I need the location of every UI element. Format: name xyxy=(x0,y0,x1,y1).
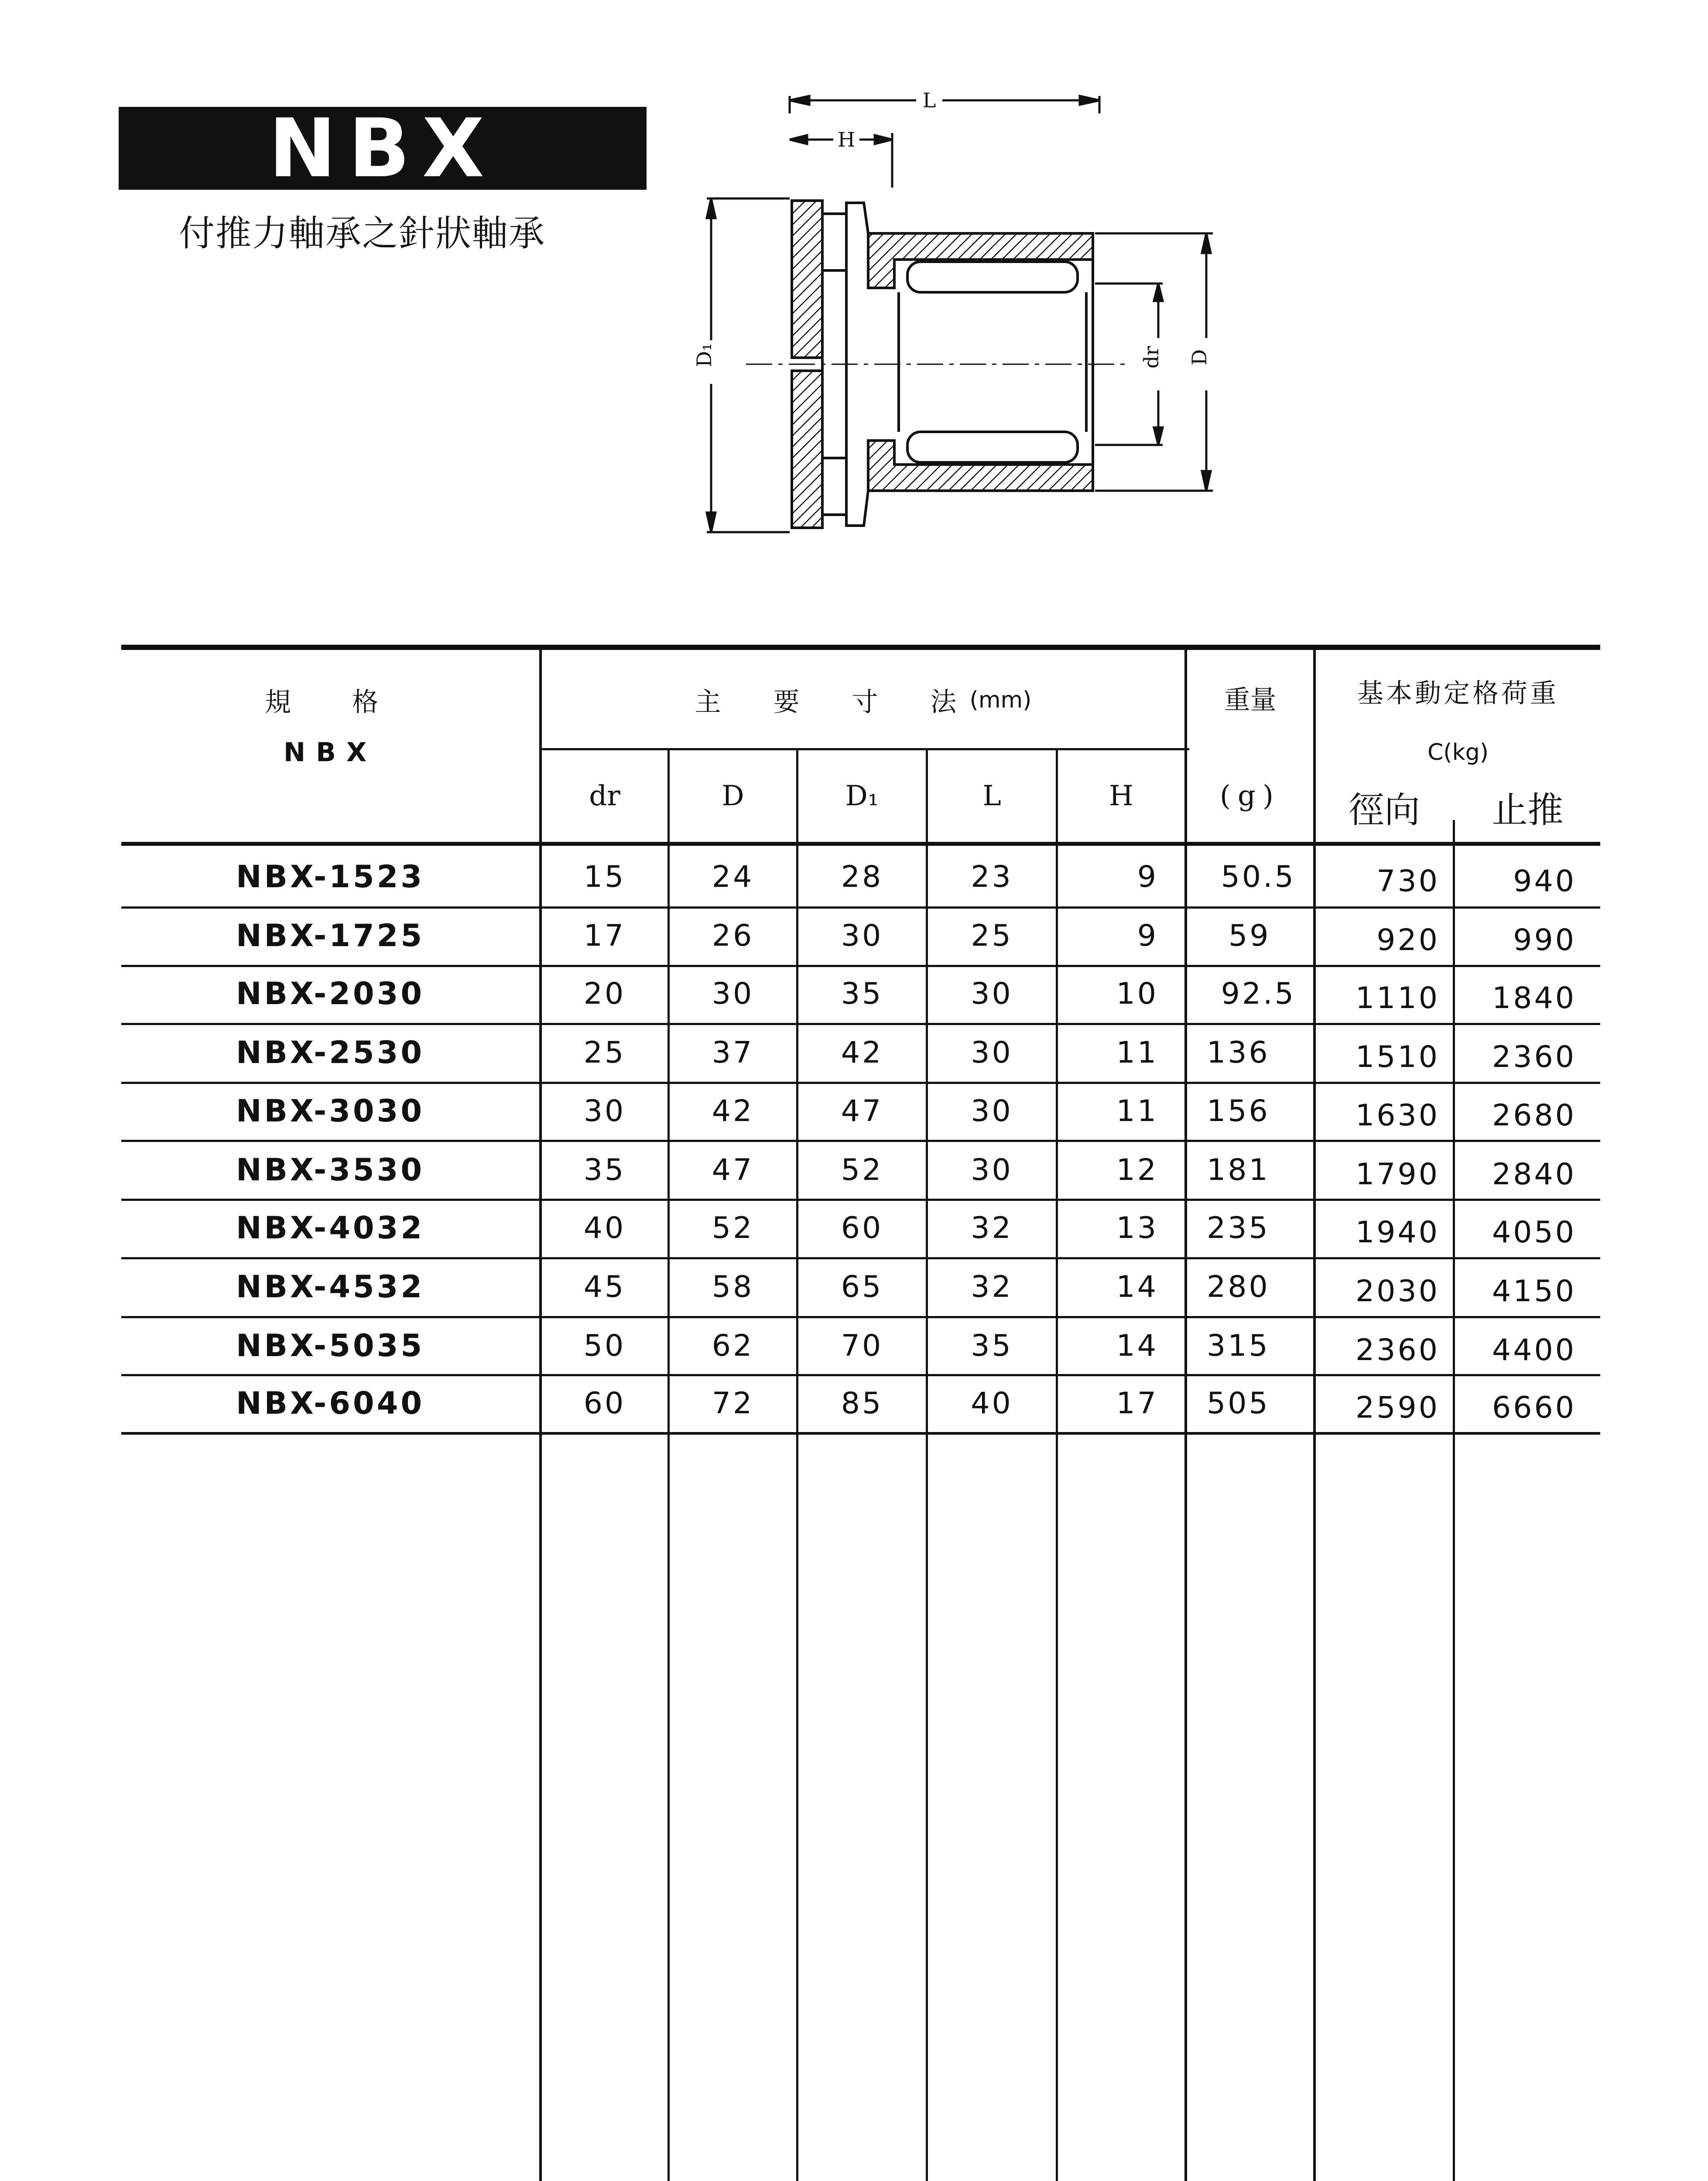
cell-radial: 2590 xyxy=(1355,1390,1440,1425)
cell-weight: 156 xyxy=(1207,1094,1270,1128)
cell-weight: 315 xyxy=(1207,1328,1270,1363)
cell-model: NBX-4532 xyxy=(236,1269,425,1305)
cell-dr: 25 xyxy=(583,1035,626,1070)
cell-model: NBX-2530 xyxy=(236,1035,425,1070)
header-spec: 規 格 xyxy=(265,687,396,718)
header-col-thrust: 止推 xyxy=(1492,789,1564,831)
cell-model: NBX-1523 xyxy=(236,859,425,895)
cell-D1: 42 xyxy=(841,1035,883,1070)
cell-L: 35 xyxy=(971,1328,1013,1363)
cell-thrust: 6660 xyxy=(1492,1390,1576,1425)
cell-model: NBX-5035 xyxy=(236,1328,425,1364)
header-dims-group xyxy=(542,678,1184,722)
cell-thrust: 1840 xyxy=(1492,981,1576,1015)
cell-radial: 1940 xyxy=(1355,1215,1440,1250)
cell-dr: 20 xyxy=(583,976,626,1011)
cell-L: 30 xyxy=(971,976,1013,1011)
page-title: NBX xyxy=(268,101,497,195)
cell-dr: 40 xyxy=(583,1210,626,1245)
cell-model: NBX-4032 xyxy=(236,1210,425,1246)
cell-D1: 47 xyxy=(841,1094,883,1128)
cell-H: 9 xyxy=(1137,918,1158,953)
cell-D1: 85 xyxy=(841,1386,883,1421)
cell-radial: 1510 xyxy=(1355,1039,1440,1074)
header-weight-unit: (g) xyxy=(1220,780,1280,812)
cell-D: 37 xyxy=(712,1035,754,1070)
cell-model: NBX-3030 xyxy=(236,1093,425,1129)
cell-weight: 92.5 xyxy=(1221,976,1296,1011)
cell-L: 23 xyxy=(971,859,1013,894)
cell-H: 9 xyxy=(1137,859,1158,894)
cell-radial: 730 xyxy=(1376,864,1440,899)
cell-L: 32 xyxy=(971,1269,1013,1304)
header-load: 基本動定格荷重 xyxy=(1357,678,1559,709)
bearing-diagram xyxy=(689,83,1230,550)
cell-D1: 52 xyxy=(841,1152,883,1187)
cell-D1: 70 xyxy=(841,1328,883,1363)
cell-weight: 235 xyxy=(1207,1210,1270,1245)
header-col-D1: D₁ xyxy=(845,780,879,812)
cell-thrust: 940 xyxy=(1513,864,1576,899)
header-col-D: D xyxy=(722,780,744,812)
cell-D1: 60 xyxy=(841,1210,883,1245)
cell-D: 24 xyxy=(712,859,754,894)
cell-D: 30 xyxy=(712,976,754,1011)
cell-D: 58 xyxy=(712,1269,754,1304)
header-dims: 主 要 寸 法 xyxy=(695,687,970,718)
header-bottom-rule xyxy=(121,842,1600,846)
cell-thrust: 4400 xyxy=(1492,1333,1576,1367)
cell-L: 25 xyxy=(971,918,1013,953)
cell-radial: 920 xyxy=(1376,923,1440,957)
cell-thrust: 2840 xyxy=(1492,1157,1576,1192)
cell-D1: 65 xyxy=(841,1269,883,1304)
cell-D1: 35 xyxy=(841,976,883,1011)
cell-weight: 59 xyxy=(1229,918,1271,953)
cell-weight: 50.5 xyxy=(1221,859,1296,894)
label-H: H xyxy=(837,128,856,151)
col-divider xyxy=(926,749,928,2181)
cell-H: 13 xyxy=(1116,1210,1158,1245)
cell-radial: 2030 xyxy=(1355,1274,1440,1309)
cell-D1: 30 xyxy=(841,918,883,953)
cell-radial: 1110 xyxy=(1355,981,1440,1015)
col-divider xyxy=(796,749,798,2181)
header-spec-series: NBX xyxy=(283,737,377,768)
cell-thrust: 2360 xyxy=(1492,1039,1576,1074)
cell-L: 30 xyxy=(971,1152,1013,1187)
cell-H: 14 xyxy=(1116,1328,1158,1363)
cell-dr: 17 xyxy=(583,918,626,953)
header-col-L: L xyxy=(982,780,1001,812)
header-weight: 重量 xyxy=(1224,685,1277,715)
cell-radial: 1790 xyxy=(1355,1157,1440,1192)
cell-weight: 136 xyxy=(1207,1035,1270,1070)
cell-model: NBX-6040 xyxy=(236,1385,425,1421)
diagram-labels xyxy=(692,89,1211,369)
header-mid-rule xyxy=(540,748,1189,750)
cell-H: 11 xyxy=(1116,1035,1158,1070)
header-col-radial: 徑向 xyxy=(1348,789,1420,831)
cell-weight: 280 xyxy=(1207,1269,1270,1304)
title-banner xyxy=(119,101,647,195)
cell-dr: 50 xyxy=(583,1328,626,1363)
label-dr: dr xyxy=(1140,346,1163,369)
cell-D: 42 xyxy=(712,1094,754,1128)
cell-H: 10 xyxy=(1116,976,1158,1011)
cell-H: 14 xyxy=(1116,1269,1158,1304)
page-subtitle: 付推力軸承之針狀軸承 xyxy=(179,213,546,254)
cell-D: 26 xyxy=(712,918,754,953)
cell-L: 40 xyxy=(971,1386,1013,1421)
col-divider xyxy=(1056,749,1058,2181)
cell-model: NBX-1725 xyxy=(236,918,425,954)
cell-model: NBX-3530 xyxy=(236,1152,425,1188)
cell-D1: 28 xyxy=(841,859,883,894)
cell-L: 30 xyxy=(971,1094,1013,1128)
cell-L: 32 xyxy=(971,1210,1013,1245)
col-divider xyxy=(667,749,670,2181)
header-dims-unit: (mm) xyxy=(969,687,1032,713)
cell-D: 47 xyxy=(712,1152,754,1187)
cell-D: 72 xyxy=(712,1386,754,1421)
cell-H: 17 xyxy=(1116,1386,1158,1421)
label-D1: D₁ xyxy=(692,343,716,367)
cell-H: 11 xyxy=(1116,1094,1158,1128)
cell-dr: 60 xyxy=(583,1386,626,1421)
cell-dr: 15 xyxy=(583,859,626,894)
cell-L: 30 xyxy=(971,1035,1013,1070)
cell-H: 12 xyxy=(1116,1152,1158,1187)
header-col-H: H xyxy=(1109,780,1133,812)
cell-radial: 2360 xyxy=(1355,1333,1440,1367)
cell-thrust: 2680 xyxy=(1492,1098,1576,1133)
cell-weight: 505 xyxy=(1207,1386,1270,1421)
cell-dr: 30 xyxy=(583,1094,626,1128)
header-col-dr: dr xyxy=(589,780,620,812)
cell-thrust: 990 xyxy=(1513,923,1576,957)
cell-weight: 181 xyxy=(1207,1152,1270,1187)
cell-thrust: 4050 xyxy=(1492,1215,1576,1250)
cell-radial: 1630 xyxy=(1355,1098,1440,1133)
cell-thrust: 4150 xyxy=(1492,1274,1576,1309)
cell-model: NBX-2030 xyxy=(236,976,425,1012)
cell-dr: 45 xyxy=(583,1269,626,1304)
cell-dr: 35 xyxy=(583,1152,626,1187)
cell-D: 52 xyxy=(712,1210,754,1245)
header-load-unit: C(kg) xyxy=(1427,739,1489,766)
table-top-rule xyxy=(121,645,1600,650)
label-L: L xyxy=(922,89,936,112)
cell-D: 62 xyxy=(712,1328,754,1363)
label-D: D xyxy=(1188,349,1211,366)
